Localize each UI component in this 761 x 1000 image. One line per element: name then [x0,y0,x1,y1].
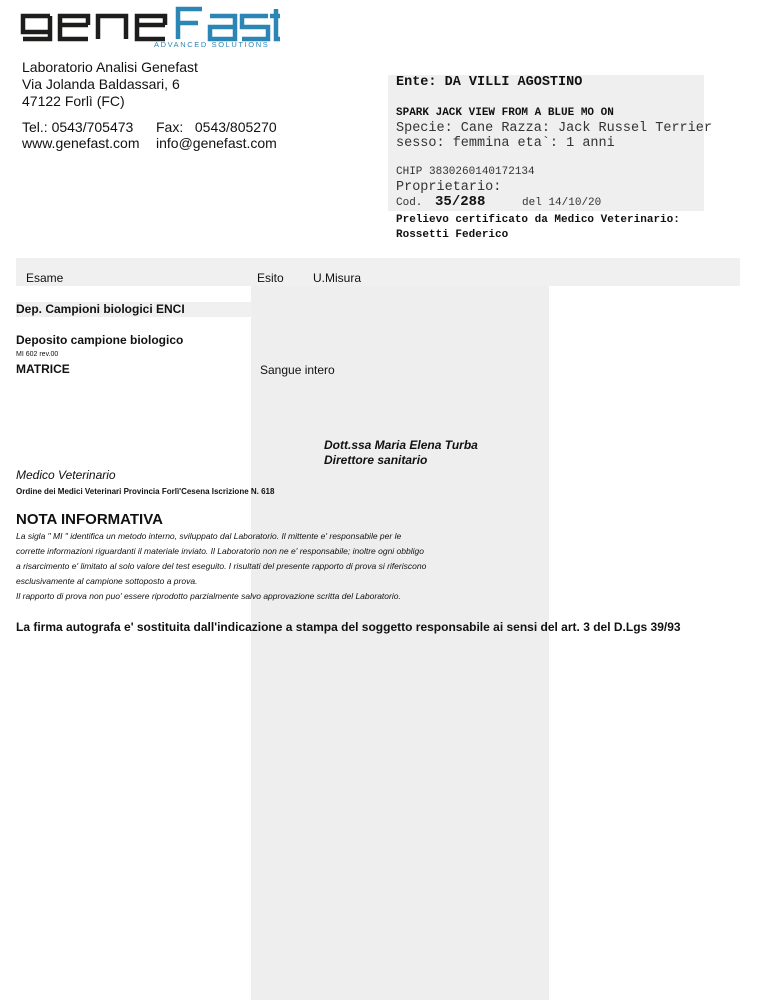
lab-address [22,59,198,110]
cod-date: del 14/10/20 [522,197,602,209]
proprietario-label: Proprietario: [396,180,502,195]
prelievo-vet: Rossetti Federico [396,229,509,241]
specie-razza: Specie: Cane Razza: Jack Russel Terrier [396,121,712,136]
section-title: Dep. Campioni biologici ENCI [16,302,185,316]
website-link[interactable]: www.genefast.com [22,135,140,151]
medico-label: Medico Veterinario [16,468,116,482]
row-label: MATRICE [16,362,70,376]
ordine-info: Ordine dei Medici Veterinari Provincia Forlì'Cesena Iscrizione N. 618 [16,487,275,496]
animal-details [396,121,712,151]
prelievo-label: Prelievo certificato da Medico Veterinario: [396,214,680,226]
result-column-band [251,286,549,1000]
header-esame: Esame [26,271,64,285]
lab-name: Laboratorio Analisi Genefast [22,59,198,75]
cod-label: Cod. [396,197,423,209]
test-name: Deposito campione biologico [16,333,184,347]
cod-value: 35/288 [435,194,486,210]
row-value: Sangue intero [260,363,335,377]
phone: Tel.: 0543/705473 [22,119,134,135]
signature-block [324,438,478,468]
animal-name: SPARK JACK VIEW FROM A BLUE MO ON [396,107,614,119]
nota-title: NOTA INFORMATIVA [16,511,163,528]
signature-role: Direttore sanitario [324,453,428,467]
lab-city: 47122 Forlì (FC) [22,93,125,109]
codice [396,194,601,210]
chip-number: CHIP 3830260140172134 [396,166,535,178]
firma-statement: La firma autografa e' sostituita dall'indicazione a stampa del soggetto responsabile ai sensi del art. 3 del D.Lgs 39/93 [16,620,681,634]
logo-tagline: ADVANCED SOLUTIONS [154,40,270,49]
nota-line: a risarcimento e' limitato al solo valore del test eseguito. I risultati del presente rapporto di prova si riferiscono [16,561,427,571]
lab-street: Via Jolanda Baldassari, 6 [22,76,180,92]
nota-line: La sigla " MI " identifica un metodo interno, sviluppato dal Laboratorio. Il mittente e' responsabile per le [16,531,402,541]
nota-line: corrette informazioni riguardanti il materiale inviato. Il Laboratorio non ne e' responsabile; inoltre ogni obbligo [16,546,424,556]
table-header-band [16,258,740,286]
sesso-eta: sesso: femmina eta`: 1 anni [396,136,615,151]
nota-line: esclusivamente al campione sottoposto a prova. [16,576,198,586]
nota-line: Il rapporto di prova non puo' essere riprodotto parzialmente salvo approvazione scritta del Laboratorio. [16,591,401,601]
signature-name: Dott.ssa Maria Elena Turba [324,438,478,452]
fax: Fax: 0543/805270 [156,119,277,135]
test-method: MI 602 rev.00 [16,351,59,358]
ente-title: Ente: DA VILLI AGOSTINO [396,75,583,90]
header-misura: U.Misura [313,271,362,285]
nota-text [16,529,536,604]
prelievo [396,213,680,243]
lab-contacts [22,119,277,151]
header-esito: Esito [257,271,284,285]
email-link[interactable]: info@genefast.com [156,135,277,151]
